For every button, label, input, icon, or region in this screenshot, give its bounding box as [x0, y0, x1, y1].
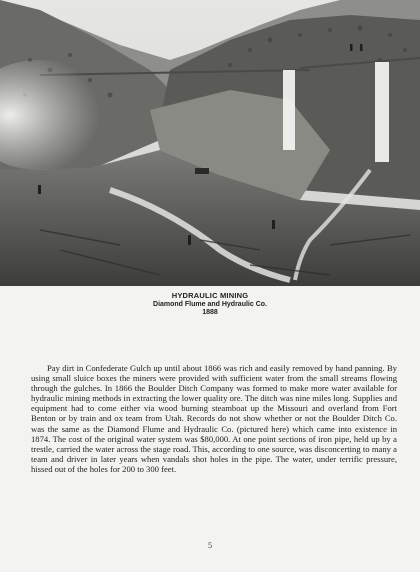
- page-number: 5: [208, 541, 212, 550]
- caption-subtitle: Diamond Flume and Hydraulic Co.: [153, 300, 267, 308]
- photo-caption: [0, 292, 420, 318]
- body-paragraph: Pay dirt in Confederate Gulch up until about 1866 was rich and easily removed by hand panning. By using small sluice boxes the miners were provided with sufficient water from the small streams flowing through the gulches. In 1866 the Boulder Ditch Company was formed to make more water available for hydraulic mining methods in extracting the lower quality ore. The ditch was nine miles long. Supplies and equipment had to come either via wood burning steamboat up the Missouri and overland from Fort Benton or by train and ox team from Utah. Records do not show whether or not the Boulder Ditch Co. was the same as the Diamond Flume and Hydraulic Co. (pictured here) which came into existence in 1874. The cost of the original water system was $80,000. At one point sections of iron pipe, held up by a trestle, carried the water across the stage road. This, according to one source, was disconcerting to many a team and driver in later years when vandals shot holes in the pipe. The water, under terrific pressure, hissed out of the holes for 200 to 300 feet.: [31, 363, 397, 474]
- caption-year: 1888: [202, 309, 218, 316]
- caption-title: HYDRAULIC MINING: [171, 291, 249, 300]
